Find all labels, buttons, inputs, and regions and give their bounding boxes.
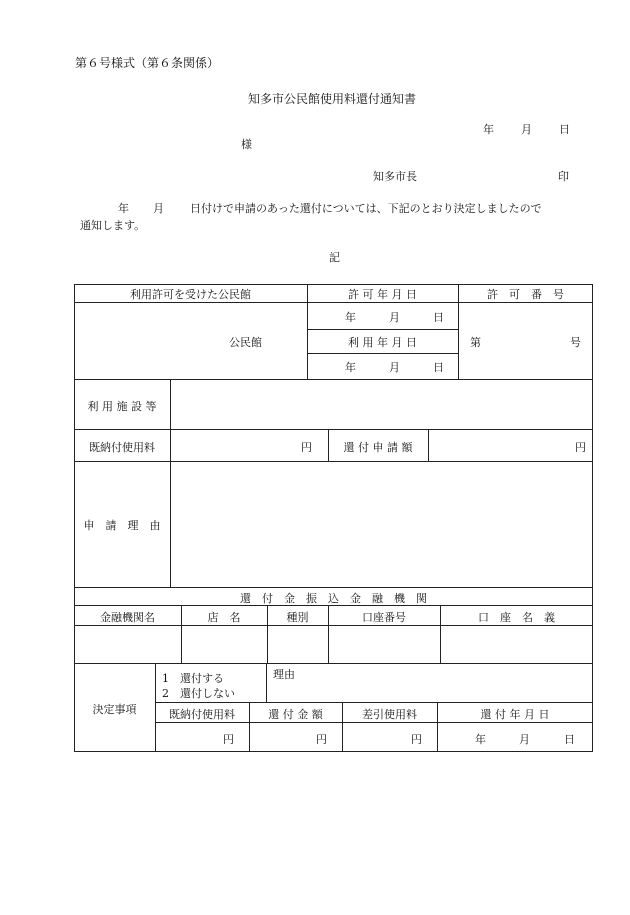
permit-date-header: 許 可 年 月 日 (348, 288, 417, 301)
account-holder-header: 口 座 名 義 (478, 611, 555, 624)
rule (74, 663, 593, 664)
paid-fee-yen: 円 (301, 441, 312, 454)
body-line1: 日付けで申請のあった還付については、下記のとおり決定しましたので (190, 202, 542, 215)
permit-year-label: 年 (345, 311, 356, 324)
header-date-month: 月 (521, 123, 532, 136)
reason-label: 申 請 理 由 (83, 519, 161, 532)
bank-section-header: 還 付 金 振 込 金 融 機 関 (240, 592, 427, 605)
use-month-label: 月 (389, 361, 400, 374)
facility-label: 利 用 施 設 等 (87, 400, 157, 413)
rule (155, 702, 593, 703)
paid-fee-label: 既納付使用料 (89, 441, 155, 454)
refund-month-label: 月 (519, 733, 530, 746)
addressee-suffix: 様 (241, 138, 252, 151)
rule (74, 302, 593, 303)
refund-amount-yen: 円 (316, 733, 327, 746)
decision-label: 決定事項 (92, 703, 137, 716)
paid-fee-amount-yen: 円 (223, 733, 234, 746)
permit-day-label: 日 (433, 311, 444, 324)
refund-day-label: 日 (564, 733, 575, 746)
permit-number-header: 許 可 番 号 (487, 288, 564, 301)
body-month: 月 (153, 202, 164, 215)
number-suffix: 号 (570, 336, 581, 349)
net-fee-yen: 円 (411, 733, 422, 746)
option-refund: 1 還付する (162, 672, 224, 685)
use-year-label: 年 (345, 361, 356, 374)
decision-reason-label: 理由 (273, 668, 295, 681)
header-date-year: 年 (483, 123, 494, 136)
header-date-day: 日 (559, 123, 570, 136)
account-type-header: 種別 (286, 611, 309, 624)
ki-mark: 記 (329, 251, 340, 264)
body-line2: 通知します。 (80, 219, 146, 232)
rule (74, 461, 593, 462)
form-label: 第６号様式（第６条関係） (75, 56, 220, 70)
refund-amount-header: 還 付 金 額 (268, 708, 323, 721)
seal-mark: 印 (558, 170, 569, 183)
net-fee-header: 差引使用料 (362, 708, 417, 721)
refund-date-header: 還 付 年 月 日 (480, 708, 550, 721)
refund-year-label: 年 (475, 733, 486, 746)
rule (74, 379, 593, 380)
option-no-refund: 2 還付しない (162, 687, 235, 700)
rule (74, 625, 593, 626)
permit-month-label: 月 (389, 311, 400, 324)
body-year: 年 (118, 202, 129, 215)
hall-suffix: 公民館 (229, 336, 262, 349)
paid-fee-header: 既納付使用料 (169, 708, 235, 721)
issuer-name: 知多市長 (373, 170, 417, 183)
permitted-hall-header: 利用許可を受けた公民館 (130, 288, 251, 301)
rule (170, 379, 171, 587)
use-day-label: 日 (433, 361, 444, 374)
use-date-header: 利 用 年 月 日 (348, 336, 417, 349)
refund-request-label: 還 付 申 請 額 (343, 441, 413, 454)
rule (74, 429, 593, 430)
rule (307, 353, 458, 354)
rule (155, 722, 593, 723)
refund-request-yen: 円 (575, 441, 586, 454)
branch-name-header: 店 名 (207, 611, 241, 624)
rule (307, 329, 458, 330)
rule (428, 429, 429, 461)
rule (266, 663, 267, 702)
bank-name-header: 金融機関名 (100, 611, 155, 624)
rule (74, 587, 593, 588)
number-prefix: 第 (470, 336, 481, 349)
account-number-header: 口座番号 (362, 611, 406, 624)
document-title: 知多市公民館使用料還付通知書 (248, 92, 417, 106)
